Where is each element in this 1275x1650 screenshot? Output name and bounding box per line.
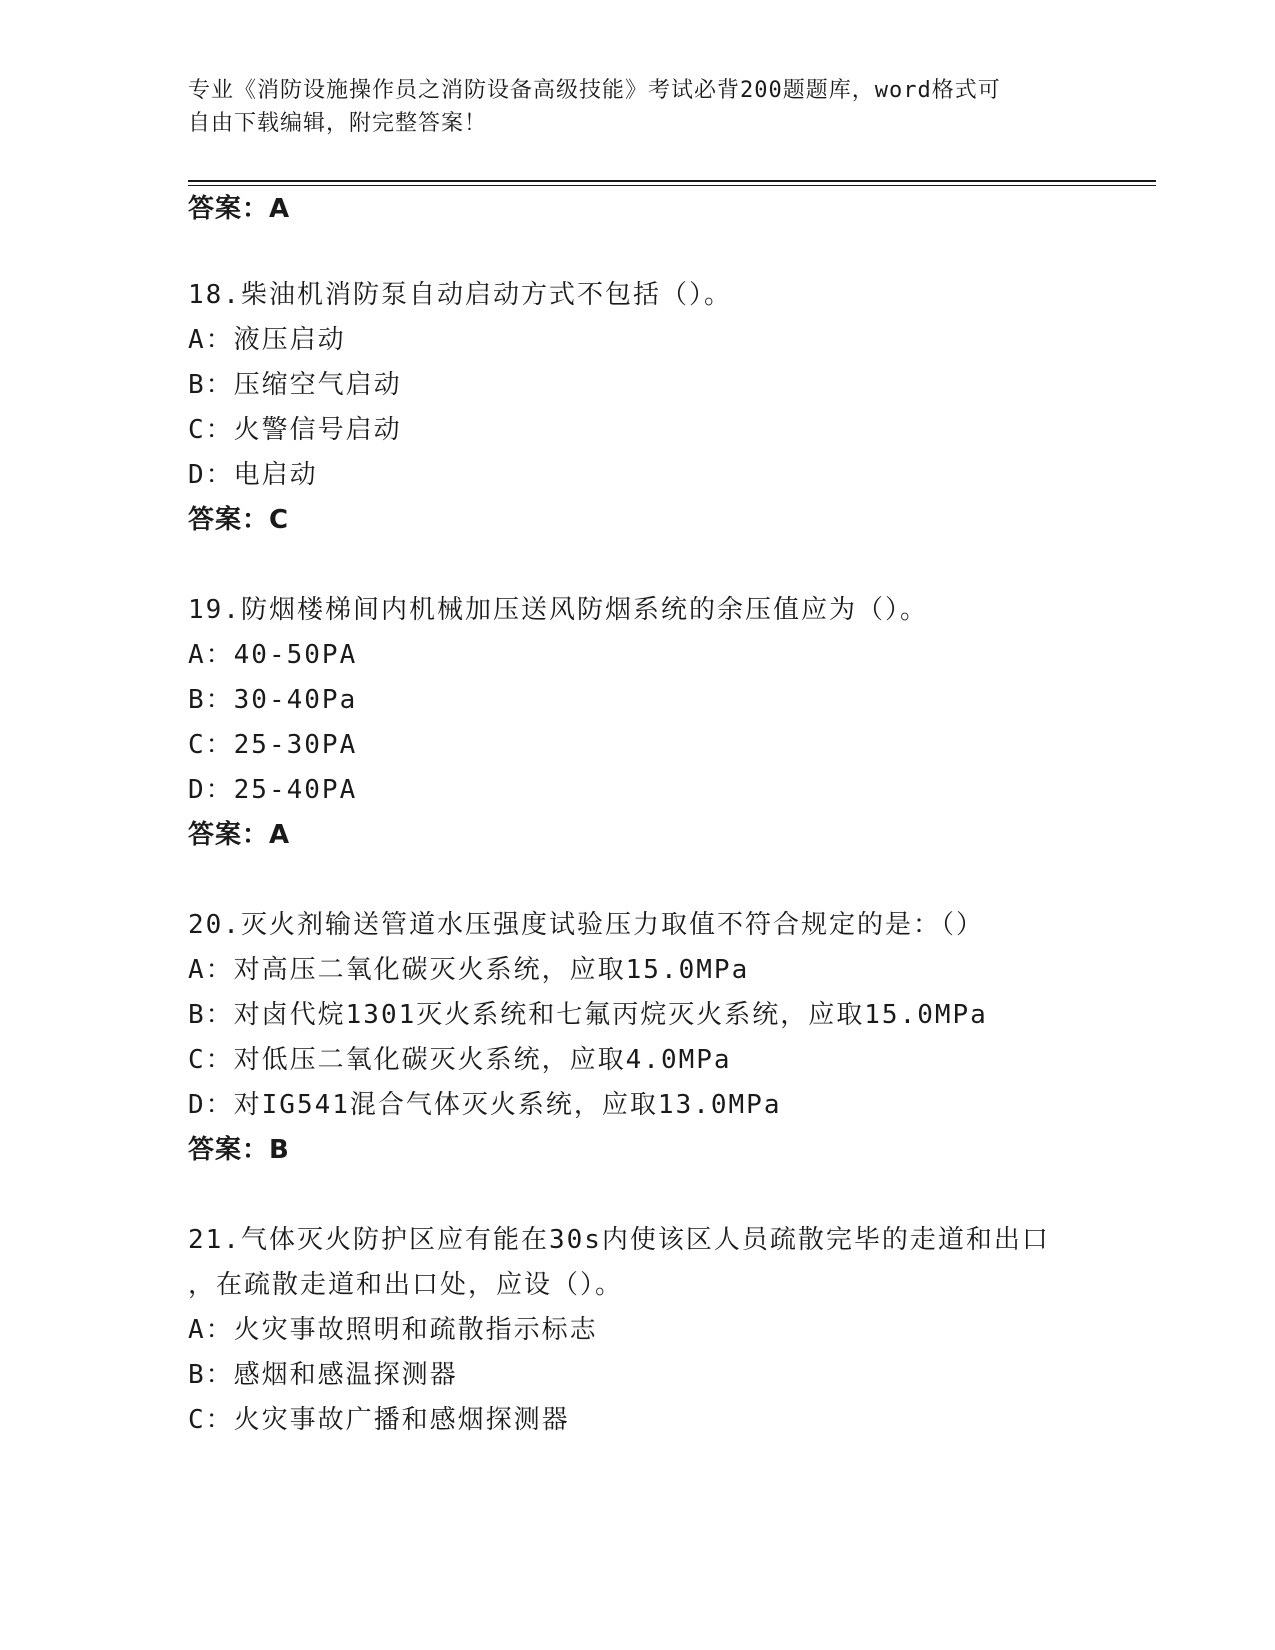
answer-19: 答案：A <box>188 820 291 850</box>
header-line-2: 自由下载编辑，附完整答案！ <box>188 111 488 136</box>
question-21-stem-line-2: ，在疏散走道和出口处，应设（）。 <box>188 1270 624 1300</box>
answer-18: 答案：C <box>188 505 290 535</box>
question-18-option-b: B：压缩空气启动 <box>188 370 402 400</box>
question-21-option-c: C：火灾事故广播和感烟探测器 <box>188 1405 570 1435</box>
question-20-option-a: A：对高压二氧化碳灭火系统，应取15.0MPa <box>188 955 750 985</box>
question-20-option-b: B：对卤代烷1301灭火系统和七氟丙烷灭火系统，应取15.0MPa <box>188 1000 988 1030</box>
question-18-option-a: A：液压启动 <box>188 325 346 355</box>
header-line-1: 专业《消防设施操作员之消防设备高级技能》考试必背200题题库，word格式可 <box>188 78 1001 103</box>
question-19-stem: 19.防烟楼梯间内机械加压送风防烟系统的余压值应为（）。 <box>188 595 928 625</box>
answer-17: 答案：A <box>188 194 291 224</box>
question-19-option-d: D：25-40PA <box>188 775 358 805</box>
question-21-option-b: B：感烟和感温探测器 <box>188 1360 458 1390</box>
question-18-stem: 18.柴油机消防泵自动启动方式不包括（）。 <box>188 280 732 310</box>
question-19-option-c: C：25-30PA <box>188 730 358 760</box>
question-21-stem-line-1: 21.气体灭火防护区应有能在30s内使该区人员疏散完毕的走道和出口 <box>188 1225 1050 1255</box>
question-20-stem: 20.灭火剂输送管道水压强度试验压力取值不符合规定的是：（） <box>188 910 984 940</box>
question-21-option-a: A：火灾事故照明和疏散指示标志 <box>188 1315 598 1345</box>
answer-20: 答案：B <box>188 1135 290 1165</box>
question-20-option-c: C：对低压二氧化碳灭火系统，应取4.0MPa <box>188 1045 732 1075</box>
question-list <box>188 0 1148 1650</box>
question-20-option-d: D：对IG541混合气体灭火系统，应取13.0MPa <box>188 1090 782 1120</box>
question-19-option-a: A：40-50PA <box>188 640 358 670</box>
question-18-option-d: D：电启动 <box>188 460 318 490</box>
question-18-option-c: C：火警信号启动 <box>188 415 402 445</box>
question-19-option-b: B：30-40Pa <box>188 685 358 715</box>
